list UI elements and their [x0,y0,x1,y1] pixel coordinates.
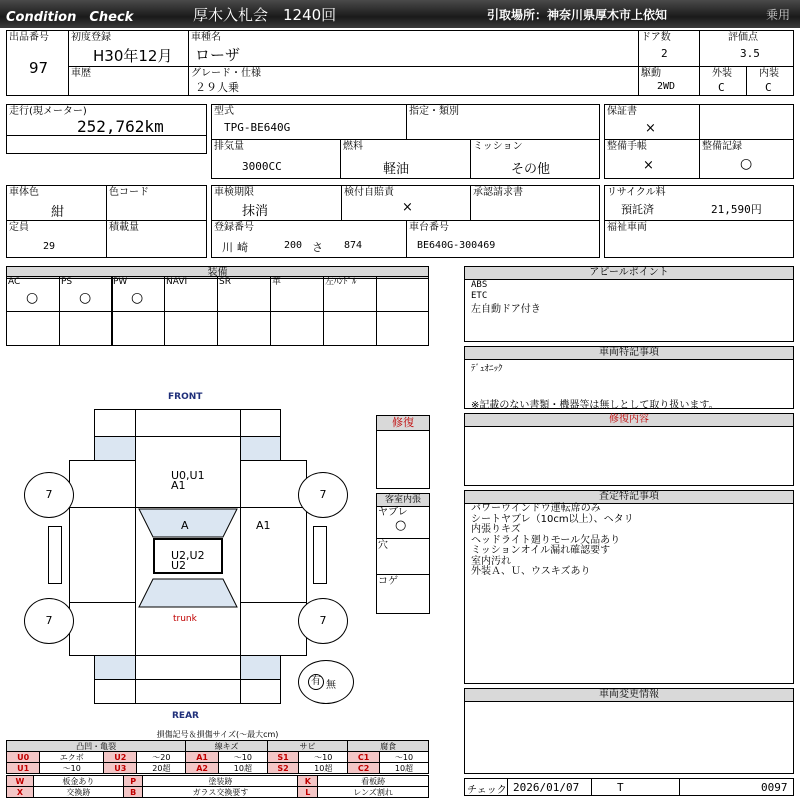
roof-damage: U2 [171,559,187,572]
chassis-cell [406,220,600,258]
legend-group: サビ [267,741,347,752]
plate-area: 川崎 [222,241,252,254]
legend-code: C1 [348,752,380,763]
check-mark: T [617,781,624,794]
headlight-left [94,436,136,461]
legend-group: 線キズ [186,741,268,752]
legend-code: S2 [267,763,298,774]
color-code-label: 色コード [109,187,149,198]
special-note: ※記載のない書類・機器等は無しとして取り扱います。 [471,400,719,411]
inspector-note-line: パワーウインドウ運転席のみ [471,503,601,514]
drive: 2WD [657,81,676,92]
tire-tread-value: 7 [45,614,53,627]
repair-box [376,415,430,489]
cabin-item-label: ヤブレ [378,507,408,518]
legend-code: C2 [348,763,380,774]
displacement-label: 排気量 [214,141,244,152]
fender-front-left [69,460,136,508]
equipment-label: SR [219,277,231,287]
legend-desc: エクボ [40,752,104,763]
type-cell [211,104,407,140]
category: 乗用 [766,8,791,22]
equipment-label: NAVI [166,277,188,287]
load-label: 積載量 [109,222,139,233]
legend-desc: 10超 [299,763,348,774]
cabin-box [376,493,430,614]
rear-bumper-center [135,679,241,704]
legend-desc: レンズ割れ [318,787,429,798]
pickup-location: 引取場所：神奈川県厚木市上依知 [487,8,668,22]
equipment-cell [59,276,113,312]
interior-label: 内装 [759,68,779,79]
insurance-label: 検付自賠責 [344,187,394,198]
equipment-label: 左ﾊﾝﾄﾞﾙ [325,277,357,287]
maint-record: ○ [740,156,753,172]
legend-code: S1 [267,752,298,763]
first-reg-label: 初度登録 [71,32,111,43]
appeal-line: ETC [471,291,488,301]
lot-no-cell [6,30,69,96]
maint-record-cell [699,139,794,179]
legend-code: U0 [7,752,40,763]
hood-damage: A1 [171,479,186,492]
warranty-blank-cell [699,104,794,140]
tire-tread-value: 7 [45,488,53,501]
quarter-right [240,602,307,656]
legend-code: X [7,787,34,798]
spare-has: 有 [311,676,321,687]
legend-table-marks [6,775,429,798]
warranty-label: 保証書 [607,106,637,117]
plate-kana: さ [312,241,323,254]
check-divider [591,779,592,795]
legend-code: P [123,776,142,787]
hood-damage: U0,U1 [171,469,205,482]
cabin-item-value: ○ [395,518,407,533]
legend-desc: 看板跡 [318,776,429,787]
mirror-right [313,526,327,584]
auction-title: 厚木入札会 1240回 [193,6,337,24]
mission-cell [470,139,600,179]
model-name-label: 車種名 [191,32,221,43]
appeal-line: ABS [471,280,488,290]
score-label: 評価点 [728,32,758,43]
displacement-cell [211,139,341,179]
inspector-notes-lines [471,504,634,578]
equipment-value: ○ [79,290,92,306]
repair-label: 修復 [377,416,429,431]
legend-group: 凸凹・亀裂 [7,741,186,752]
capacity-cell [6,220,107,258]
quarter-left [69,602,136,656]
equipment-cell [6,276,60,312]
first-reg-cell [68,30,189,67]
equipment-cell [111,276,165,312]
check-number: 0097 [761,781,788,794]
check-label: チェック [467,785,507,796]
equipment-label: AC [8,277,21,287]
tire-front-left [24,472,74,518]
inspection-cell [211,185,342,221]
insurance: × [402,200,413,215]
equipment-blank-cell [111,311,165,346]
score: 3.5 [740,47,760,60]
tire-tread-value: 7 [319,488,327,501]
approval-label: 承認請求書 [473,187,523,198]
equipment-empty-cell [376,276,429,312]
rear-window [139,579,237,607]
legend-desc: 〜10 [218,752,267,763]
change-info-title: 車両変更情報 [465,689,793,702]
check-date: 2026/01/07 [513,781,580,794]
equipment-blank-cell [164,311,218,346]
headlight-right [240,436,281,461]
grade: ２９人乗 [195,81,239,94]
legend-code: U2 [104,752,137,763]
fuel: 軽油 [383,162,410,177]
tire-tread-value: 7 [319,614,327,627]
spare-has-circle [308,674,324,690]
color-code-cell [106,185,207,221]
score-cell [699,30,794,67]
equipment-cell [217,276,271,312]
front-bumper-right [240,409,281,437]
repair-content-title: 修復内容 [465,414,793,427]
change-info-panel [464,688,794,774]
exterior-cell [699,66,747,96]
legend-desc: 10超 [379,763,428,774]
legend-desc: 交換跡 [33,787,123,798]
check-divider [679,779,680,795]
legend-desc: 塗装跡 [143,776,298,787]
color: 紺 [51,205,65,220]
type: TPG-BE640G [224,121,291,134]
equipment-blank-cell [270,311,324,346]
recycle-cell [604,185,794,221]
legend-desc: 〜10 [299,752,348,763]
plate-label: 登録番号 [214,222,254,233]
taillight-right [240,655,281,680]
mileage-divider [7,135,206,136]
rear-panel [135,655,241,680]
legend-code: U3 [104,763,137,774]
lot-no-label: 出品番号 [9,32,49,43]
equipment-value: ○ [131,290,144,306]
grade-label: グレード・仕様 [191,68,261,79]
history-label: 車歴 [71,68,91,79]
inspector-notes-panel [464,490,794,684]
load-cell [106,220,207,258]
mileage-cell [6,104,207,154]
legend-code: A2 [186,763,219,774]
lot-no: 97 [29,59,49,77]
inspection-label: 車検期限 [214,187,254,198]
legend-desc: 〜10 [379,752,428,763]
fuel-label: 燃料 [343,141,363,152]
interior-cell [746,66,794,96]
chassis-label: 車台番号 [409,222,449,233]
legend-desc: ガラス交換要す [143,787,298,798]
front-bumper-left [94,409,136,437]
header-left-title: Condition Check [6,10,134,25]
color-cell [6,185,107,221]
plate-cell [211,220,407,258]
mileage-label: 走行(現メーター) [9,106,87,117]
mission: その他 [511,162,551,177]
model-name-cell [188,30,639,67]
cabin-item-label: コゲ [378,576,398,587]
inspector-note-line: シートヤブレ（10cm以上）、ヘタリ [471,513,634,525]
windshield-damage: A [181,519,189,532]
type-label: 型式 [214,106,234,117]
inspector-note-line: ヘッドライト廻りモール欠品あり [471,534,621,546]
inspector-note-line: 外装Ａ、Ｕ、ウスキズあり [471,566,591,577]
spare-none: 無 [326,680,336,691]
doors-label: ドア数 [641,32,671,43]
cabin-divider [377,538,429,539]
appeal-panel [464,266,794,342]
legend-desc: 10超 [218,763,267,774]
legend-code: K [298,776,318,787]
door-right [240,507,307,603]
legend-desc: 〜20 [137,752,186,763]
legend-desc: 20超 [137,763,186,774]
equipment-cell [164,276,218,312]
mileage: 252,762km [77,117,164,136]
legend-code: U1 [7,763,40,774]
displacement: 3000CC [242,160,282,173]
warranty-cell [604,104,700,140]
doors: 2 [661,47,668,60]
equipment-blank-cell [59,311,113,346]
recycle-status: 預託済 [621,203,654,216]
tire-rear-left [24,598,74,644]
tire-rear-right [298,598,348,644]
inspector-notes-title: 査定特記事項 [465,491,793,504]
first-reg: H30年12月 [93,47,173,65]
insurance-cell [341,185,471,221]
equipment-label: PS [61,277,73,287]
appeal-line: 左自動ドア付き [471,304,541,315]
roof-damage: U2,U2 [171,549,205,562]
exterior-label: 外装 [712,68,732,79]
maintenance-cell [604,139,700,179]
taillight-left [94,655,136,680]
front-label: FRONT [168,392,203,402]
grade-cell [188,66,639,96]
drive-label: 駆動 [641,68,661,79]
legend-code: B [123,787,142,798]
tire-front-right [298,472,348,518]
capacity: 29 [43,241,56,252]
recycle-fee: 21,590円 [711,203,762,216]
drive-cell [638,66,700,96]
maintenance-label: 整備手帳 [607,141,647,152]
legend-group: 腐食 [348,741,429,752]
appeal-title: アピールポイント [465,267,793,280]
equipment-label: PW [113,277,128,287]
special-title: 車両特記事項 [465,347,793,360]
fender-front-right [240,460,307,508]
legend-desc: 〜10 [40,763,104,774]
mission-label: ミッション [473,141,523,152]
equipment-blank-cell [6,311,60,346]
inspector-note-line: ミッションオイル漏れ確認要す [471,545,611,556]
legend-code: L [298,787,318,798]
cabin-item-label: 穴 [378,540,388,551]
inspection: 抹消 [242,204,269,219]
equipment-cell [323,276,377,312]
inspector-note-line: 室内汚れ [471,555,511,567]
plate-class: 200 [284,240,303,251]
rear-bumper-left [94,679,136,704]
special-panel [464,346,794,409]
recycle-label: リサイクル料 [607,187,666,198]
legend-code: A1 [186,752,219,763]
approval-cell [470,185,600,221]
mirror-left [48,526,62,584]
repair-content-panel [464,413,794,486]
designation-cell [406,104,600,140]
color-label: 車体色 [9,187,39,198]
capacity-label: 定員 [9,222,29,233]
legend-table-sizes [6,740,429,774]
trunk-label: trunk [173,614,197,624]
special-line: ﾃﾞｭｵﾆｯｸ [471,364,503,374]
legend-desc: 板金あり [33,776,123,787]
check-divider [507,779,508,795]
equipment-label: 革 [272,277,282,287]
warranty: × [645,121,656,136]
model-name: ローザ [195,46,241,64]
welfare-label: 福祉車両 [607,222,647,233]
equipment-value: ○ [26,290,39,306]
maint-record-label: 整備記録 [702,141,742,152]
history-cell [68,66,189,96]
doors-cell [638,30,700,67]
door-left [69,507,136,603]
equipment-title: 装備 [7,267,428,279]
front-bumper-center [135,409,241,437]
equipment-blank-cell [217,311,271,346]
check-row [464,778,794,796]
cabin-divider [377,574,429,575]
chassis: BE640G-300469 [417,240,496,251]
legend-code: W [7,776,34,787]
cabin-title: 客室内張 [377,494,429,507]
maintenance: × [643,158,654,173]
designation-label: 指定・類別 [409,106,459,117]
right-side-damage: A1 [256,519,271,532]
rear-bumper-right [240,679,281,704]
welfare-cell [604,220,794,258]
plate-no: 874 [344,240,363,251]
exterior: C [718,81,725,94]
interior: C [765,81,772,94]
legend-title: 損傷記号＆損傷サイズ(〜最大cm) [156,730,279,739]
equipment-blank-cell [323,311,377,346]
inspector-note-line: 内張りキズ [471,524,521,535]
equipment-cell [270,276,324,312]
header-bar [0,0,800,28]
fuel-cell [340,139,471,179]
rear-label: REAR [172,711,199,721]
